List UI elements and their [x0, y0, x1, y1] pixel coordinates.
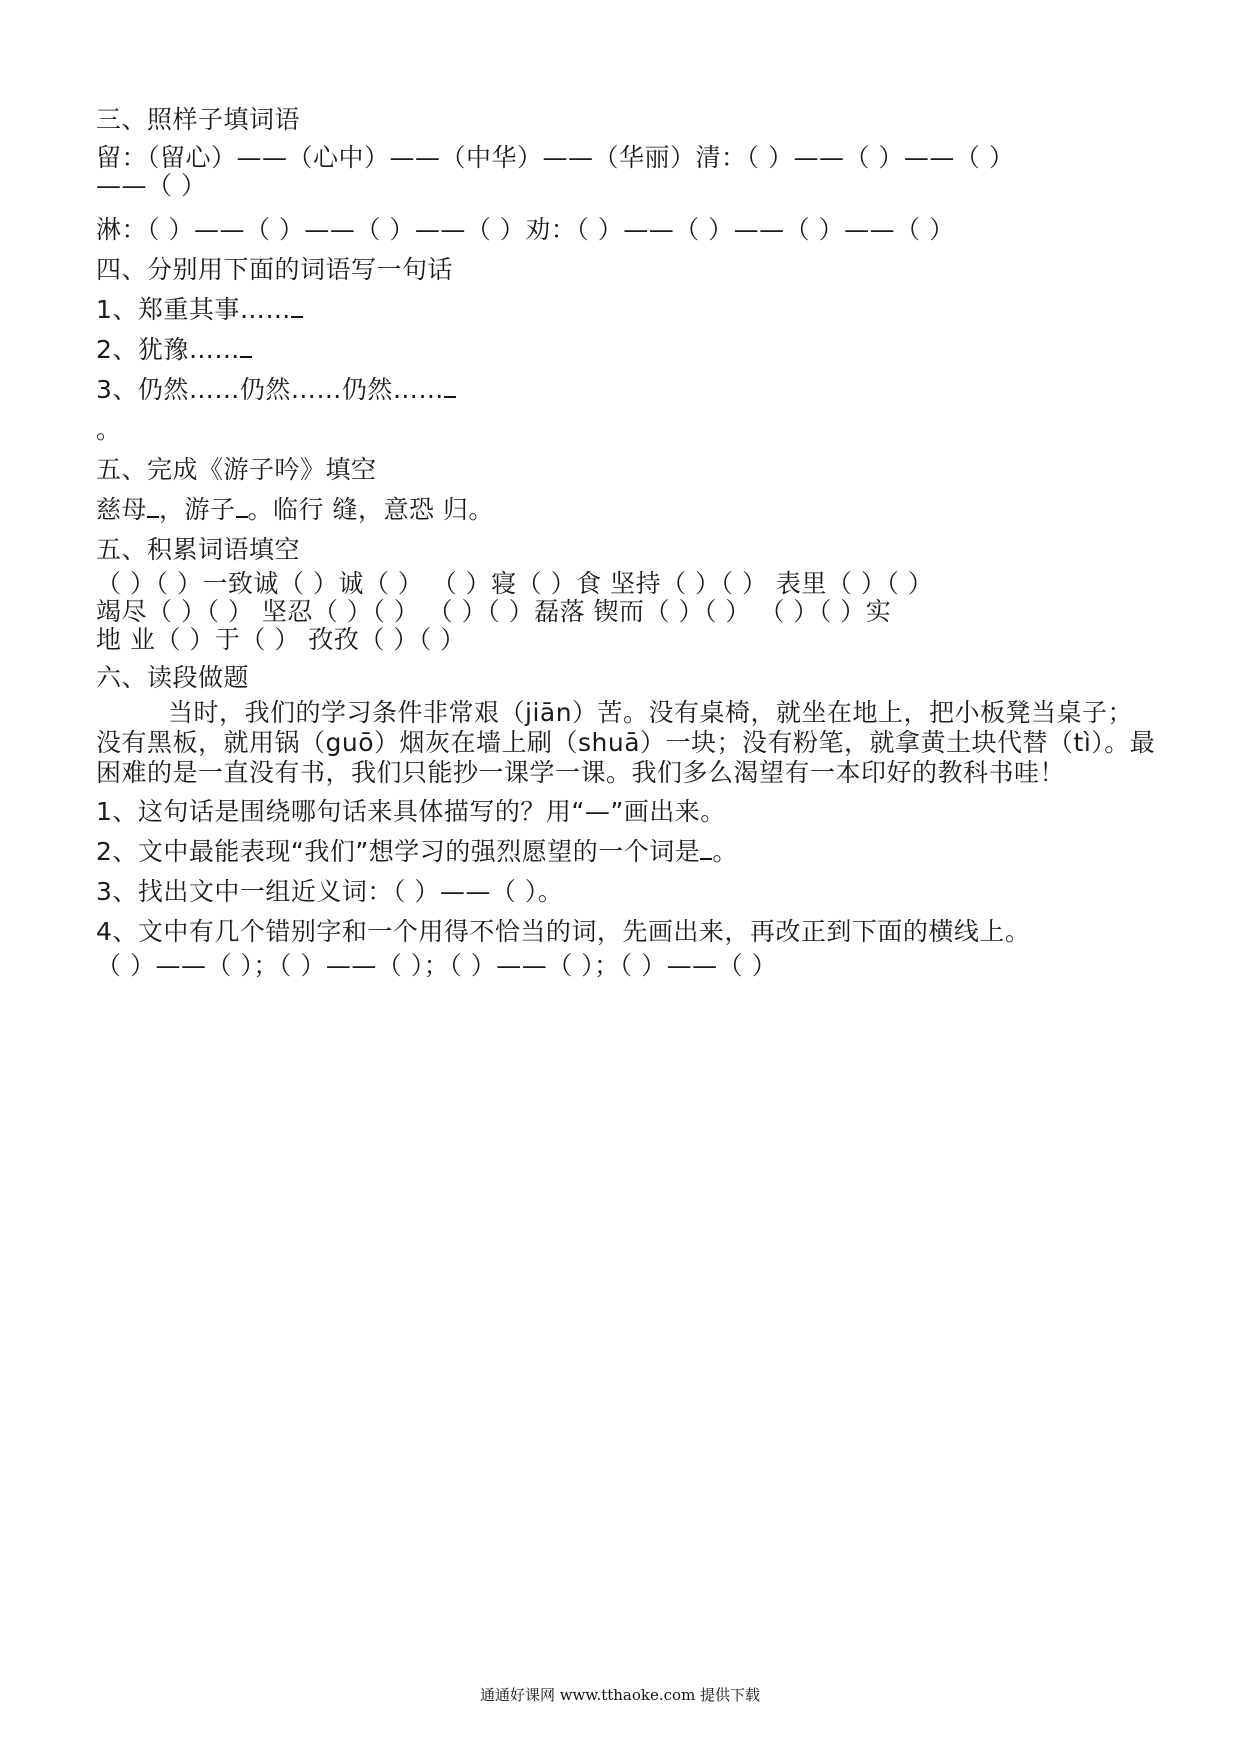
section-5b-title: 五、积累词语填空 — [96, 535, 301, 564]
section-3-line-2: 淋：（ ）——（ ）——（ ）——（ ）劝：（ ）——（ ）——（ ）——（ ） — [96, 215, 955, 244]
poem-part-2: ，游子 — [159, 495, 236, 524]
section-5b-row-1: （ ）（ ）一致诚（ ）诚（ ） （ ）寝（ ）食 坚持（ ）（ ） 表里（ ）（ ） — [96, 569, 934, 598]
section-4-item-3 — [96, 370, 1156, 410]
item-text: 1、郑重其事…… — [96, 295, 291, 324]
section-6-question-4-answers: （ ）——（ ）；（ ）——（ ）；（ ）——（ ）；（ ）——（ ） — [96, 951, 778, 980]
poem-part-1: 慈母 — [96, 495, 148, 524]
section-3-line-1: 留：（留心）——（心中）——（中华）——（华丽）清：（ ）——（ ）——（ ） — [96, 143, 1015, 172]
answer-blank — [236, 514, 248, 518]
section-6-title: 六、读段做题 — [96, 663, 250, 692]
answer-blank — [700, 856, 712, 860]
question-tail: 。 — [712, 837, 738, 866]
section-3-title: 三、照样子填词语 — [96, 105, 301, 134]
section-6-question-4: 4、文中有几个错别字和一个用得不恰当的词，先画出来，再改正到下面的横线上。 — [96, 917, 1031, 946]
answer-blank — [147, 514, 159, 518]
poem-part-3: 。临行 缝，意恐 归。 — [247, 495, 494, 524]
section-6-passage: 当时，我们的学习条件非常艰（jiān）苦。没有桌椅，就坐在地上，把小板凳当桌子；没有黑板，就用锅（guō）烟灰在墙上刷（shuā）一块；没有粉笔，就拿黄土块代替（tì）。最困难的是一直没有书，我们只能抄一课学一课。我们多么渴望有一本印好的教科书哇！ — [96, 698, 1156, 787]
answer-blank — [240, 354, 252, 358]
section-5b-row-3: 地 业（ ）于（ ） 孜孜（ ）（ ） — [96, 625, 466, 654]
section-4-item-1 — [96, 290, 1156, 330]
answer-blank — [291, 314, 303, 318]
item-text: 2、犹豫…… — [96, 335, 240, 364]
section-6-question-1: 1、这句话是围绕哪句话来具体描写的？用“—”画出来。 — [96, 797, 726, 826]
section-3-line-1-cont: ——（ ） — [96, 171, 207, 200]
page-footer: 通通好课网 www.tthaoke.com 提供下载 — [479, 1686, 761, 1704]
section-5a-title: 五、完成《游子吟》填空 — [96, 455, 377, 484]
section-5a-poem — [96, 490, 1156, 530]
section-4-item-2 — [96, 330, 1156, 370]
answer-blank — [444, 394, 456, 398]
section-5b-row-2: 竭尽（ ）（ ） 坚忍（ ）（ ） （ ）（ ）磊落 锲而（ ）（ ） （ ）（ ）实 — [96, 597, 892, 626]
item-text: 3、仍然……仍然……仍然…… — [96, 375, 444, 404]
question-text: 2、文中最能表现“我们”想学习的强烈愿望的一个词是 — [96, 837, 701, 866]
section-4-title: 四、分别用下面的词语写一句话 — [96, 255, 454, 284]
worksheet-page — [96, 100, 1156, 980]
section-4-tail: 。 — [96, 415, 122, 444]
section-6-question-2 — [96, 832, 1156, 872]
section-6-question-3: 3、找出文中一组近义词：（ ）——（ ）。 — [96, 877, 564, 906]
